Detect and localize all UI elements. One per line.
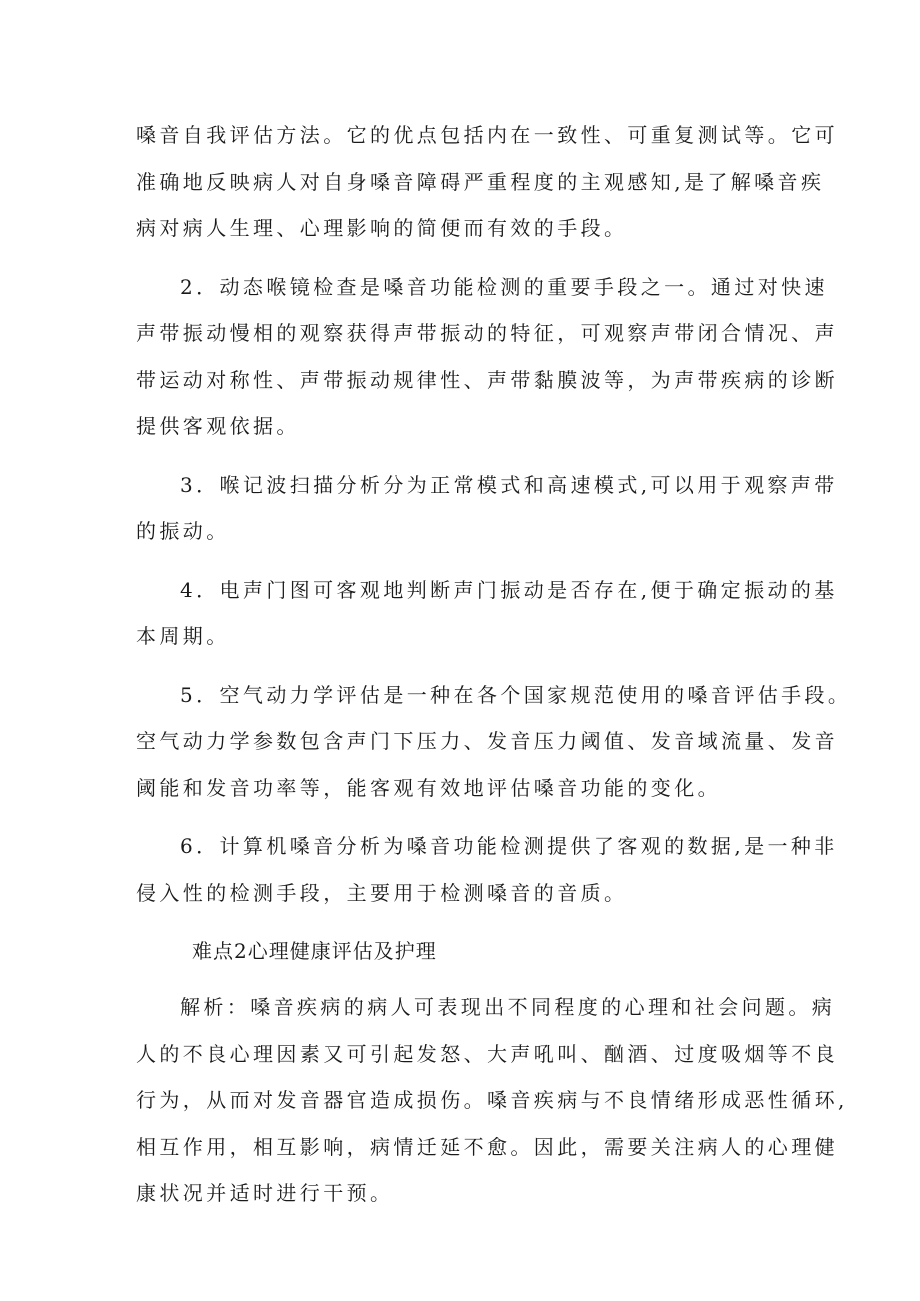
text-line: 带运动对称性、声带振动规律性、声带黏膜波等，为声带疾病的诊断 (136, 367, 838, 392)
text-line: 相互作用，相互影响，病情迁延不愈。因此，需要关注病人的心理健 (136, 1134, 838, 1159)
text-line: 4．电声门图可客观地判断声门振动是否存在,便于确定振动的基 (180, 577, 838, 602)
text-line: 行为，从而对发音器官造成损伤。嗓音疾病与不良情绪形成恶性循环, (136, 1088, 848, 1112)
document-body (136, 112, 852, 1229)
paragraph-analysis (136, 984, 848, 1217)
text-line: 嗓音自我评估方法。它的优点包括内在一致性、可重复测试等。它可 (136, 123, 838, 147)
paragraph-item-5 (136, 672, 852, 812)
text-line: 提供客观依据。 (136, 414, 300, 438)
text-line: 声带振动慢相的观察获得声带振动的特征，可观察声带闭合情况、声 (136, 321, 838, 345)
text-line: 阈能和发音功率等，能客观有效地评估嗓音功能的变化。 (136, 775, 721, 800)
paragraph-item-2 (136, 264, 838, 450)
paragraph-intro (136, 112, 838, 252)
text-line: 病对病人生理、心理影响的简便而有效的手段。 (136, 216, 628, 240)
text-line: 人的不良心理因素又可引起发怒、大声吼叫、酗酒、过度吸烟等不良 (136, 1041, 838, 1066)
section-heading: 难点2心理健康评估及护理 (192, 939, 437, 963)
paragraph-item-3 (136, 462, 838, 555)
text-line: 解析：嗓音疾病的病人可表现出不同程度的心理和社会问题。病 (180, 995, 836, 1019)
paragraph-item-6 (136, 823, 838, 916)
text-line: 空气动力学参数包含声门下压力、发音压力阈值、发音域流量、发音 (136, 729, 838, 753)
text-line: 的振动。 (136, 519, 230, 543)
text-line: 5．空气动力学评估是一种在各个国家规范使用的嗓音评估手段。 (180, 682, 852, 707)
text-line: 准确地反映病人对自身嗓音障碍严重程度的主观感知,是了解嗓音疾 (136, 169, 825, 194)
text-line: 3．喉记波扫描分析分为正常模式和高速模式,可以用于观察声带 (180, 472, 838, 497)
paragraph-item-4 (136, 567, 838, 660)
text-line: 康状况并适时进行干预。 (136, 1181, 394, 1205)
text-line: 本周期。 (136, 624, 230, 648)
text-line: 2．动态喉镜检查是嗓音功能检测的重要手段之一。通过对快速 (180, 274, 828, 299)
text-line: 侵入性的检测手段，主要用于检测嗓音的音质。 (136, 880, 628, 905)
text-line: 6．计算机嗓音分析为嗓音功能检测提供了客观的数据,是一种非 (180, 834, 838, 858)
